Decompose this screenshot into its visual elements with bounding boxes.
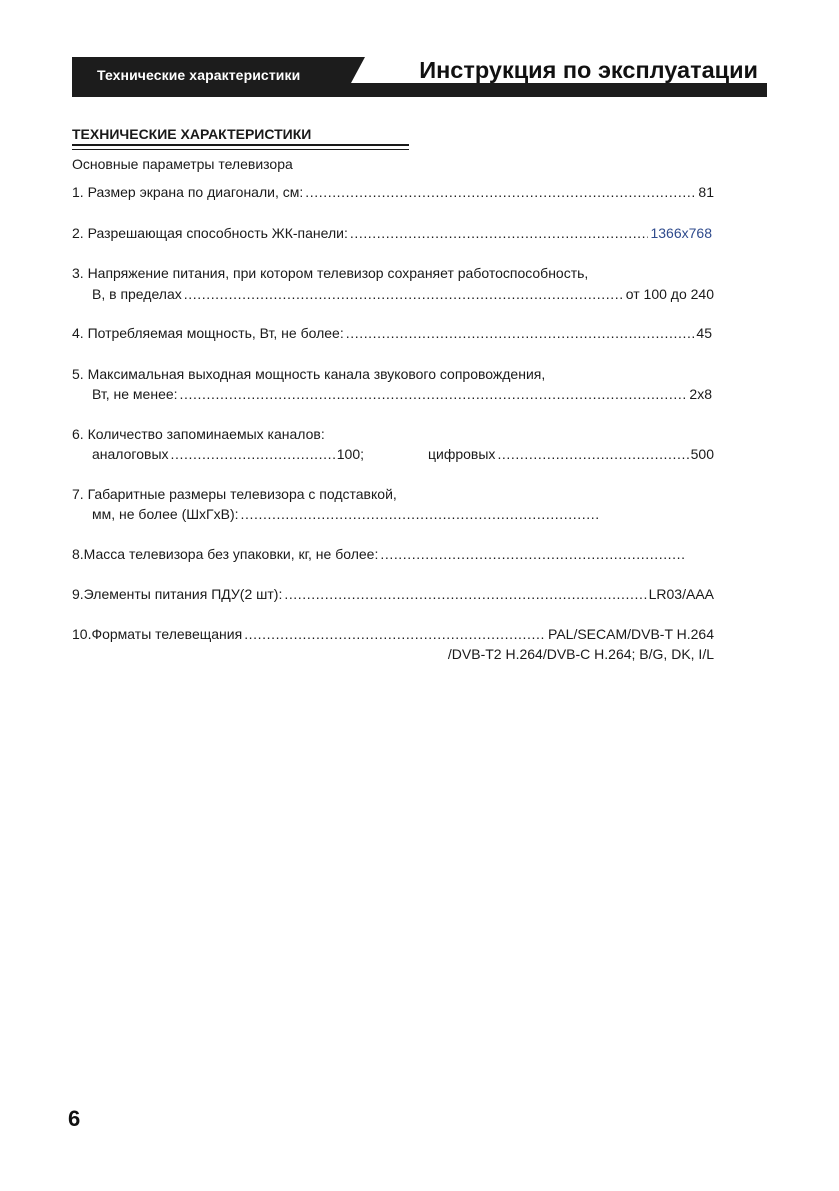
spec-value: 2х8 <box>689 386 712 402</box>
leader-dots <box>305 184 696 200</box>
spec-channels-title: 6. Количество запоминаемых каналов: <box>72 426 325 442</box>
heading-rule-top <box>72 144 409 146</box>
spec-label: 1. Размер экрана по диагонали, см: <box>72 184 304 200</box>
spec-label: мм, не более (ШхГхВ): <box>92 506 239 522</box>
leader-dots <box>284 586 646 602</box>
intro-text: Основные параметры телевизора <box>72 156 293 172</box>
spec-label: цифровых <box>428 446 496 462</box>
spec-value: 1366х768 <box>650 225 712 241</box>
leader-dots <box>346 325 695 341</box>
page-header <box>72 57 767 97</box>
page-number: 6 <box>68 1106 81 1131</box>
leader-dots <box>497 446 688 462</box>
spec-screen-size <box>72 184 714 202</box>
spec-value: 45 <box>696 325 712 341</box>
spec-label: Вт, не менее: <box>92 386 178 402</box>
spec-batteries <box>72 586 714 604</box>
spec-value: 500 <box>690 446 714 462</box>
spec-broadcast <box>72 626 714 644</box>
spec-label: 4. Потребляемая мощность, Вт, не более: <box>72 325 344 341</box>
spec-voltage <box>92 286 714 304</box>
spec-resolution <box>72 225 712 243</box>
section-heading: ТЕХНИЧЕСКИЕ ХАРАКТЕРИСТИКИ <box>72 126 312 142</box>
spec-label: 8.Масса телевизора без упаковки, кг, не более: <box>72 546 379 562</box>
spec-power <box>72 325 712 343</box>
spec-label: 9.Элементы питания ПДУ(2 шт): <box>72 586 283 602</box>
spec-audio <box>92 386 712 404</box>
header-section-label: Технические характеристики <box>97 67 301 83</box>
heading-rule-bottom <box>72 149 409 150</box>
leader-dots <box>180 386 688 402</box>
spec-label: 2. Разрешающая способность ЖК-панели: <box>72 225 348 241</box>
leader-dots <box>244 626 546 642</box>
spec-value: 81 <box>698 184 714 200</box>
leader-dots <box>184 286 624 302</box>
spec-label: 10.Форматы телевещания <box>72 626 243 642</box>
spec-label: В, в пределах <box>92 286 182 302</box>
spec-broadcast-line2: /DVB-T2 H.264/DVB-C H.264; B/G, DK, I/L <box>447 646 714 662</box>
spec-weight <box>72 546 688 564</box>
spec-value: 100; <box>336 446 364 462</box>
spec-label: аналоговых <box>92 446 169 462</box>
spec-channels-analog <box>92 446 364 464</box>
leader-dots <box>171 446 335 462</box>
leader-dots <box>380 546 686 562</box>
spec-audio-title: 5. Максимальная выходная мощность канала звукового сопровождения, <box>72 366 546 382</box>
spec-value: PAL/SECAM/DVB-T H.264 <box>548 626 714 642</box>
leader-dots <box>350 225 649 241</box>
spec-value: от 100 до 240 <box>625 286 714 302</box>
header-title: Инструкция по эксплуатации <box>419 57 758 83</box>
spec-channels-digital <box>428 446 714 464</box>
spec-dimensions-title: 7. Габаритные размеры телевизора с подставкой, <box>72 486 397 502</box>
spec-voltage-title: 3. Напряжение питания, при котором телевизор сохраняет работоспособность, <box>72 265 589 281</box>
leader-dots <box>241 506 598 522</box>
spec-dimensions <box>92 506 600 524</box>
spec-value: LR03/AAA <box>648 586 714 602</box>
